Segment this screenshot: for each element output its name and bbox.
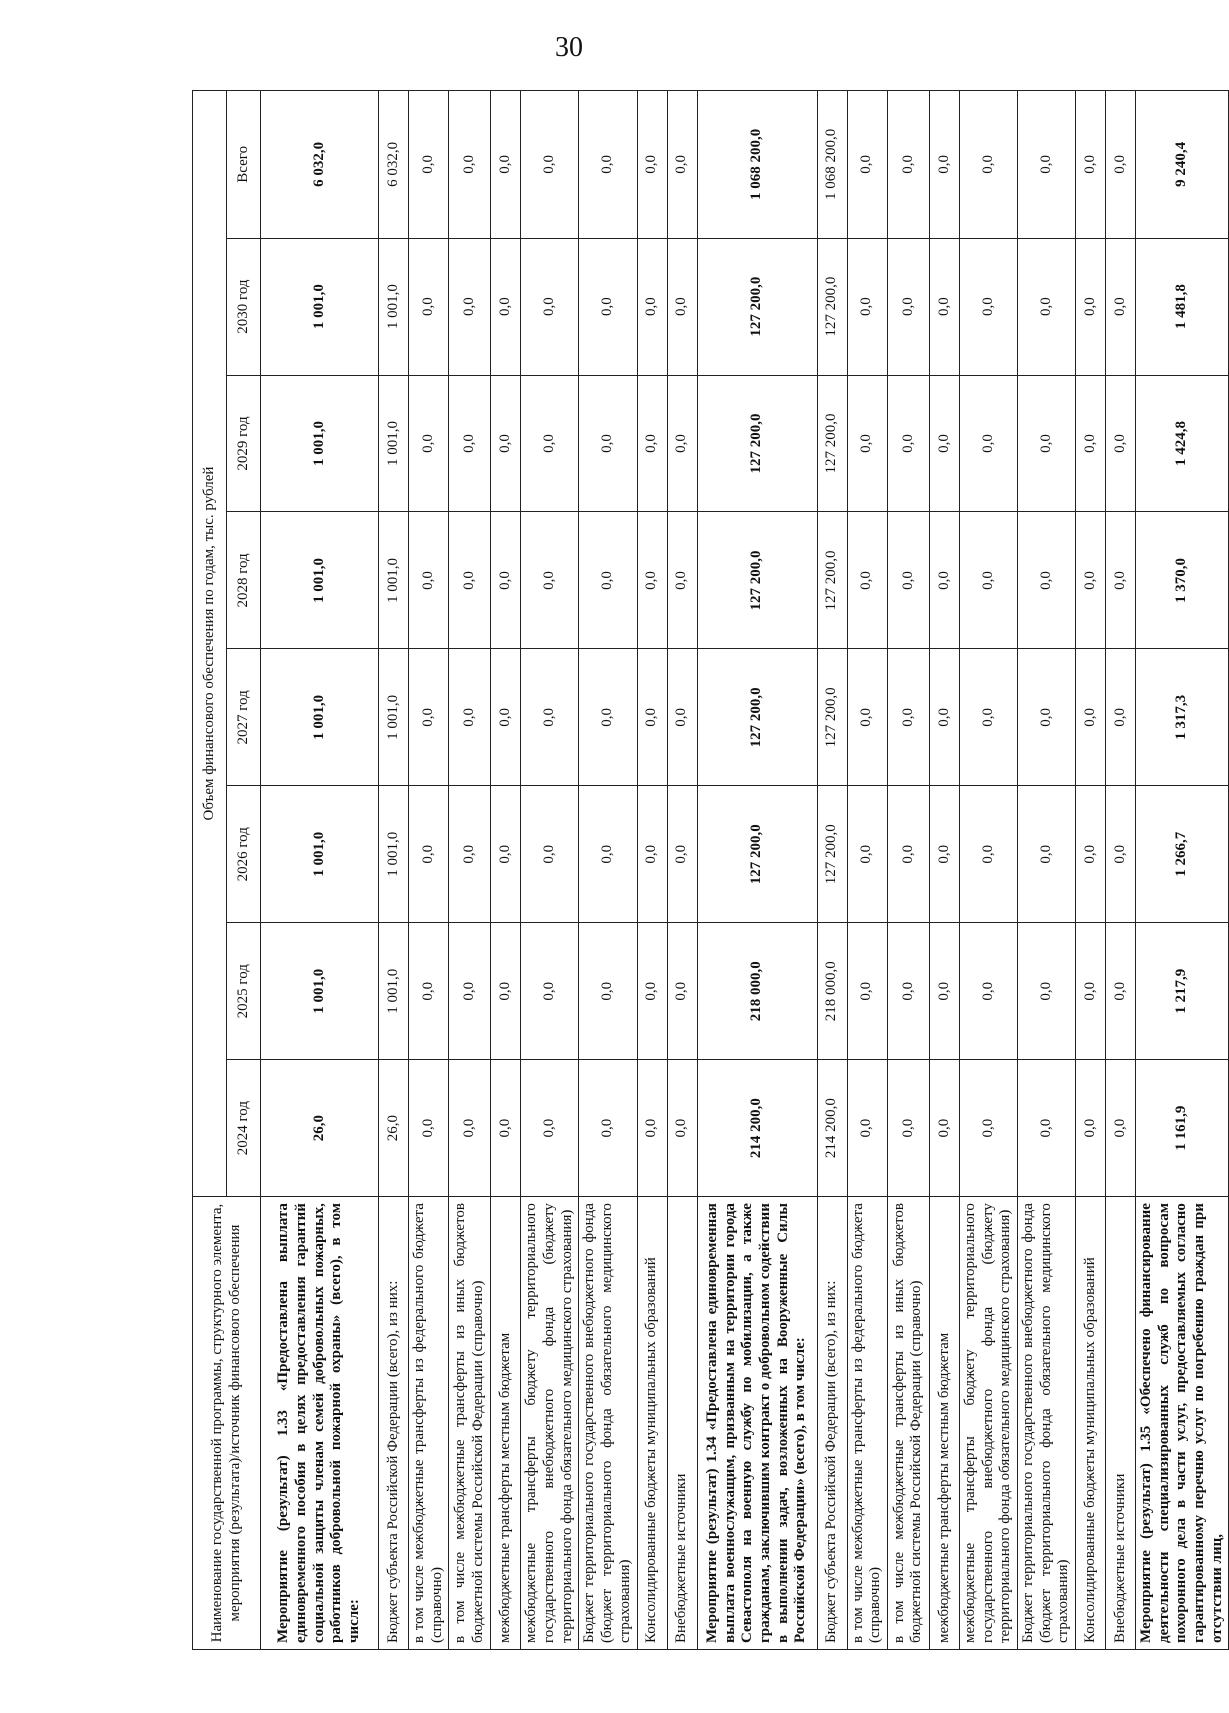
row-name: Консолидированные бюджеты муниципальных образований (637, 1197, 667, 1650)
row-value: 0,0 (1017, 1060, 1075, 1197)
row-name: в том числе межбюджетные трансферты из федерального бюджета (справочно) (847, 1197, 887, 1650)
row-name: межбюджетные трансферты бюджету территориального государственного внебюджетного фонда (бюджету территориального фонда обязательного медицинского страхования) (521, 1197, 579, 1650)
row-value: 0,0 (929, 238, 959, 375)
row-value: 0,0 (1106, 91, 1136, 239)
row-value: 0,0 (409, 91, 449, 239)
row-value: 0,0 (579, 238, 637, 375)
row-value: 218 000,0 (697, 923, 817, 1060)
row-value: 0,0 (959, 1060, 1017, 1197)
table-row (847, 91, 887, 1650)
row-value: 0,0 (847, 238, 887, 375)
row-value: 9 240,4 (1136, 91, 1229, 239)
row-value: 0,0 (667, 923, 697, 1060)
row-value: 26,0 (379, 1060, 409, 1197)
header-year: Всего (227, 91, 261, 239)
row-value: 127 200,0 (817, 786, 847, 923)
row-value: 0,0 (929, 649, 959, 786)
row-value: 0,0 (1076, 786, 1106, 923)
row-value: 1 068 200,0 (817, 91, 847, 239)
row-value: 0,0 (409, 375, 449, 512)
row-value: 1 001,0 (379, 923, 409, 1060)
row-value: 0,0 (1106, 375, 1136, 512)
row-value: 0,0 (847, 1060, 887, 1197)
row-value: 127 200,0 (697, 238, 817, 375)
table-row (1017, 91, 1075, 1650)
row-value: 1 001,0 (379, 786, 409, 923)
row-value: 0,0 (1017, 786, 1075, 923)
row-value: 0,0 (667, 375, 697, 512)
row-value: 1 266,7 (1136, 786, 1229, 923)
row-value: 127 200,0 (817, 649, 847, 786)
row-value: 0,0 (491, 512, 521, 649)
row-value: 1 161,9 (1136, 1060, 1229, 1197)
row-name: межбюджетные трансферты местным бюджетам (929, 1197, 959, 1650)
row-value: 0,0 (1076, 91, 1106, 239)
row-value: 0,0 (491, 375, 521, 512)
financing-table (192, 90, 1229, 1650)
row-name: Бюджет территориального государственного внебюджетного фонда (бюджет территориального фонда обязательного медицинского страхования) (579, 1197, 637, 1650)
row-value: 0,0 (491, 1060, 521, 1197)
row-value: 0,0 (521, 1060, 579, 1197)
row-value: 0,0 (1017, 238, 1075, 375)
row-value: 0,0 (667, 512, 697, 649)
table-row (1076, 91, 1106, 1650)
row-value: 0,0 (1076, 649, 1106, 786)
row-value: 1 317,3 (1136, 649, 1229, 786)
row-value: 1 001,0 (379, 375, 409, 512)
row-value: 0,0 (1106, 1060, 1136, 1197)
table-row (929, 91, 959, 1650)
row-value: 1 001,0 (261, 375, 379, 512)
row-name: Мероприятие (результат) 1.34 «Предоставлена единовременная выплата военнослужащим, призванным на территории города Севастополя на военную службу по мобилизации, а также гражданам, заключившим контракт о добровольном содействии в выполнении задач, возложенных на Вооруженные Силы Российской Федерации» (всего), в том числе: (697, 1197, 817, 1650)
table-row (697, 91, 817, 1650)
row-name: Консолидированные бюджеты муниципальных образований (1076, 1197, 1106, 1650)
row-value: 0,0 (409, 512, 449, 649)
table-row (959, 91, 1017, 1650)
row-value: 0,0 (959, 375, 1017, 512)
row-value: 0,0 (579, 91, 637, 239)
row-name: в том числе межбюджетные трансферты из федерального бюджета (справочно) (409, 1197, 449, 1650)
row-value: 0,0 (637, 375, 667, 512)
row-value: 0,0 (637, 238, 667, 375)
table-row (379, 91, 409, 1650)
row-value: 0,0 (887, 786, 929, 923)
row-value: 0,0 (521, 649, 579, 786)
row-value: 0,0 (887, 1060, 929, 1197)
row-value: 0,0 (1017, 923, 1075, 1060)
row-value: 0,0 (409, 786, 449, 923)
row-value: 1 370,0 (1136, 512, 1229, 649)
row-value: 0,0 (1017, 91, 1075, 239)
row-name: Внебюджетные источники (1106, 1197, 1136, 1650)
row-value: 0,0 (847, 512, 887, 649)
row-value: 218 000,0 (817, 923, 847, 1060)
header-year: 2024 год (227, 1060, 261, 1197)
row-value: 127 200,0 (817, 238, 847, 375)
row-value: 0,0 (1076, 1060, 1106, 1197)
table-row (817, 91, 847, 1650)
row-value: 0,0 (929, 375, 959, 512)
row-value: 0,0 (959, 512, 1017, 649)
row-value: 1 001,0 (261, 238, 379, 375)
row-value: 0,0 (637, 923, 667, 1060)
row-value: 0,0 (579, 1060, 637, 1197)
row-name: межбюджетные трансферты местным бюджетам (491, 1197, 521, 1650)
row-value: 0,0 (1076, 238, 1106, 375)
row-value: 0,0 (887, 238, 929, 375)
header-name-column: Наименование государственной программы, структурного элемента, мероприятия (результата)/источник финансового обеспечения (193, 1197, 261, 1650)
row-value: 127 200,0 (697, 649, 817, 786)
row-value: 0,0 (959, 649, 1017, 786)
row-value: 0,0 (579, 512, 637, 649)
row-value: 0,0 (521, 375, 579, 512)
row-value: 6 032,0 (261, 91, 379, 239)
row-name: Бюджет территориального государственного внебюджетного фонда (бюджет территориального фонда обязательного медицинского страхования) (1017, 1197, 1075, 1650)
row-value: 0,0 (667, 649, 697, 786)
table-row (1106, 91, 1136, 1650)
row-value: 0,0 (521, 923, 579, 1060)
row-value: 0,0 (847, 649, 887, 786)
row-value: 0,0 (1106, 512, 1136, 649)
row-value: 0,0 (929, 1060, 959, 1197)
row-value: 0,0 (491, 923, 521, 1060)
row-value: 0,0 (449, 923, 491, 1060)
row-value: 0,0 (491, 238, 521, 375)
row-value: 0,0 (491, 91, 521, 239)
row-value: 1 001,0 (379, 649, 409, 786)
row-value: 1 001,0 (379, 512, 409, 649)
row-value: 0,0 (449, 786, 491, 923)
table-row (491, 91, 521, 1650)
rotated-table-container (192, 90, 1225, 1650)
row-value: 0,0 (579, 786, 637, 923)
row-value: 214 200,0 (697, 1060, 817, 1197)
row-value: 0,0 (521, 512, 579, 649)
page-number: 30 (555, 32, 583, 63)
header-year: 2029 год (227, 375, 261, 512)
table-row (1136, 91, 1229, 1650)
row-value: 0,0 (521, 91, 579, 239)
row-value: 0,0 (959, 923, 1017, 1060)
row-value: 0,0 (449, 512, 491, 649)
row-value: 1 001,0 (261, 649, 379, 786)
row-name: Внебюджетные источники (667, 1197, 697, 1650)
row-value: 127 200,0 (817, 512, 847, 649)
row-name: Мероприятие (результат) 1.33 «Предоставлена выплата единовременного пособия в целях предоставления гарантий социальной защиты членам семей добровольных пожарных, работников добровольной пожарной охраны» (всего), в том числе: (261, 1197, 379, 1650)
row-value: 0,0 (929, 91, 959, 239)
row-value: 0,0 (637, 786, 667, 923)
row-value: 0,0 (637, 1060, 667, 1197)
row-name: Бюджет субъекта Российской Федерации (всего), из них: (817, 1197, 847, 1650)
row-value: 0,0 (579, 649, 637, 786)
row-value: 0,0 (579, 375, 637, 512)
row-name: межбюджетные трансферты бюджету территориального государственного внебюджетного фонда (бюджету территориального фонда обязательного медицинского страхования) (959, 1197, 1017, 1650)
row-value: 0,0 (491, 649, 521, 786)
row-value: 127 200,0 (697, 786, 817, 923)
row-value: 0,0 (959, 238, 1017, 375)
table-row (409, 91, 449, 1650)
row-value: 1 001,0 (379, 238, 409, 375)
table-row (579, 91, 637, 1650)
row-name: Бюджет субъекта Российской Федерации (всего), из них: (379, 1197, 409, 1650)
row-value: 0,0 (637, 512, 667, 649)
row-value: 1 217,9 (1136, 923, 1229, 1060)
row-value: 6 032,0 (379, 91, 409, 239)
row-name: Мероприятие (результат) 1.35 «Обеспечено финансирование деятельности специализированных служб по вопросам похоронного дела в части услуг, предоставляемых согласно гарантированному перечню услуг по погребению граждан при отсутствии лиц, (1136, 1197, 1229, 1650)
row-value: 0,0 (409, 238, 449, 375)
row-value: 0,0 (1106, 923, 1136, 1060)
table-row (637, 91, 667, 1650)
row-value: 0,0 (929, 786, 959, 923)
header-year: 2028 год (227, 512, 261, 649)
row-value: 0,0 (491, 786, 521, 923)
row-value: 127 200,0 (697, 375, 817, 512)
row-value: 0,0 (1076, 375, 1106, 512)
row-value: 1 481,8 (1136, 238, 1229, 375)
row-value: 0,0 (1017, 375, 1075, 512)
table-row (261, 91, 379, 1650)
header-year: 2025 год (227, 923, 261, 1060)
table-row (521, 91, 579, 1650)
row-value: 0,0 (449, 238, 491, 375)
table-row (887, 91, 929, 1650)
row-value: 0,0 (637, 91, 667, 239)
row-value: 0,0 (409, 649, 449, 786)
row-value: 0,0 (887, 91, 929, 239)
row-value: 1 001,0 (261, 923, 379, 1060)
row-value: 127 200,0 (697, 512, 817, 649)
row-value: 0,0 (1106, 649, 1136, 786)
header-year: 2026 год (227, 786, 261, 923)
row-value: 0,0 (929, 512, 959, 649)
row-value: 0,0 (409, 1060, 449, 1197)
header-year: 2030 год (227, 238, 261, 375)
row-value: 0,0 (449, 91, 491, 239)
row-value: 0,0 (409, 923, 449, 1060)
row-value: 0,0 (579, 923, 637, 1060)
row-value: 214 200,0 (817, 1060, 847, 1197)
header-year: 2027 год (227, 649, 261, 786)
row-value: 0,0 (1106, 238, 1136, 375)
row-name: в том числе межбюджетные трансферты из иных бюджетов бюджетной системы Российской Федерации (справочно) (887, 1197, 929, 1650)
row-value: 0,0 (887, 649, 929, 786)
row-value: 0,0 (1106, 786, 1136, 923)
row-value: 127 200,0 (817, 375, 847, 512)
row-value: 0,0 (521, 238, 579, 375)
row-value: 0,0 (959, 91, 1017, 239)
row-value: 0,0 (667, 1060, 697, 1197)
row-value: 0,0 (667, 91, 697, 239)
row-value: 0,0 (637, 649, 667, 786)
row-value: 0,0 (1076, 512, 1106, 649)
row-value: 0,0 (887, 375, 929, 512)
row-value: 0,0 (449, 1060, 491, 1197)
row-value: 0,0 (847, 786, 887, 923)
row-value: 0,0 (449, 375, 491, 512)
row-value: 0,0 (847, 375, 887, 512)
row-value: 0,0 (667, 786, 697, 923)
row-value: 0,0 (847, 923, 887, 1060)
row-value: 0,0 (1017, 649, 1075, 786)
row-value: 0,0 (887, 923, 929, 1060)
row-value: 0,0 (667, 238, 697, 375)
row-value: 0,0 (847, 91, 887, 239)
row-value: 0,0 (887, 512, 929, 649)
row-value: 1 068 200,0 (697, 91, 817, 239)
row-value: 0,0 (1017, 512, 1075, 649)
row-value: 1 001,0 (261, 786, 379, 923)
row-value: 0,0 (521, 786, 579, 923)
table-row (667, 91, 697, 1650)
header-group: Объем финансового обеспечения по годам, тыс. рублей (193, 91, 227, 1197)
row-value: 0,0 (1076, 923, 1106, 1060)
row-value: 0,0 (959, 786, 1017, 923)
row-value: 1 424,8 (1136, 375, 1229, 512)
row-name: в том числе межбюджетные трансферты из иных бюджетов бюджетной системы Российской Федерации (справочно) (449, 1197, 491, 1650)
row-value: 1 001,0 (261, 512, 379, 649)
row-value: 0,0 (449, 649, 491, 786)
row-value: 26,0 (261, 1060, 379, 1197)
table-row (449, 91, 491, 1650)
row-value: 0,0 (929, 923, 959, 1060)
